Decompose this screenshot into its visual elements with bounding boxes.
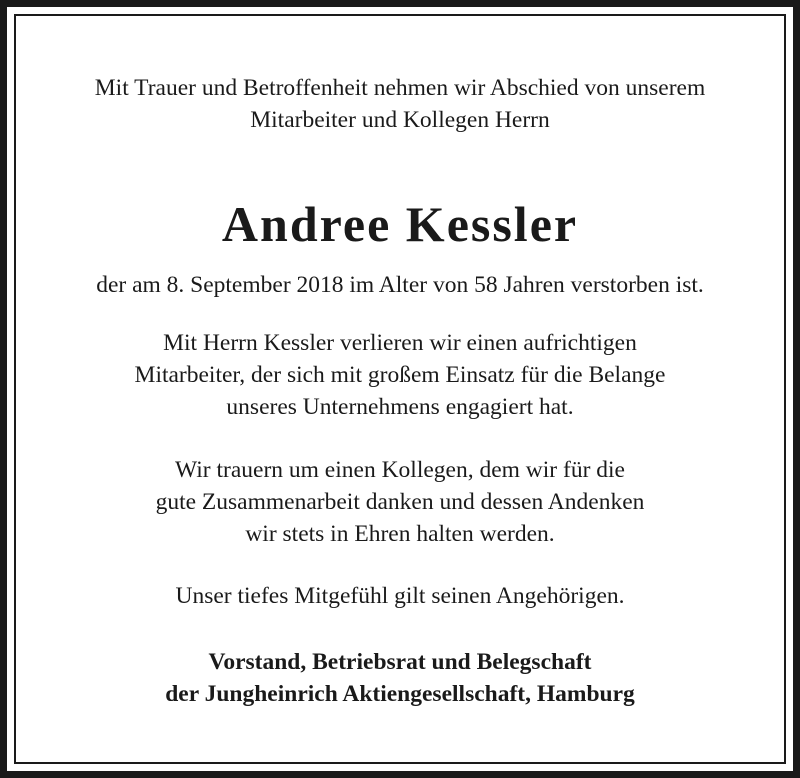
tribute-2-line-1: Wir trauern um einen Kollegen, dem wir für die (175, 457, 625, 483)
condolence-line: Unser tiefes Mitgefühl gilt seinen Angehörigen. (175, 583, 625, 609)
signature (16, 646, 784, 710)
tribute-1-line-1: Mit Herrn Kessler verlieren wir einen aufrichtigen (163, 330, 637, 356)
death-line: der am 8. September 2018 im Alter von 58 Jahren verstorben ist. (96, 272, 704, 298)
intro-line-1: Mit Trauer und Betroffenheit nehmen wir Abschied von unserem (94, 75, 706, 101)
signature-line-2: der Jungheinrich Aktiengesellschaft, Hamburg (165, 681, 635, 707)
obituary-notice (16, 16, 784, 762)
intro-line-2: Mitarbeiter und Kollegen Herrn (250, 107, 550, 133)
tribute-paragraph-2 (16, 454, 784, 550)
tribute-2-line-2: gute Zusammenarbeit danken und dessen Andenken (155, 489, 645, 515)
signature-line-1: Vorstand, Betriebsrat und Belegschaft (208, 649, 592, 675)
tribute-2-line-3: wir stets in Ehren halten werden. (245, 521, 555, 547)
deceased-name: Andree Kessler (221, 196, 579, 252)
tribute-1-line-2: Mitarbeiter, der sich mit großem Einsatz für die Belange (134, 362, 666, 388)
tribute-1-line-3: unseres Unternehmens engagiert hat. (226, 394, 574, 420)
tribute-paragraph-1 (16, 327, 784, 423)
intro-text (16, 72, 784, 136)
